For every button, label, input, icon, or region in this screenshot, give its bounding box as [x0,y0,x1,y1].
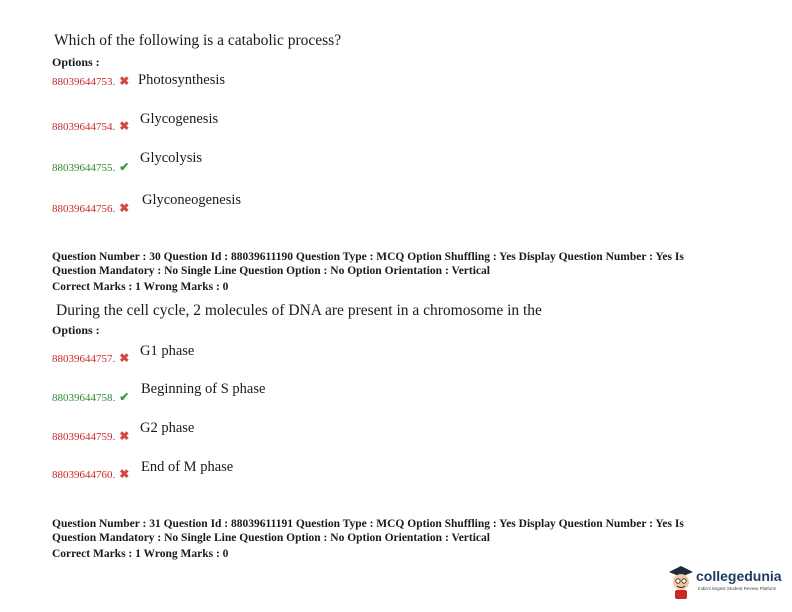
question-text: Which of the following is a catabolic process? [54,32,342,49]
cross-icon: ✖ [119,74,130,88]
option-text: Beginning of S phase [141,381,266,397]
option-row [52,465,129,483]
mascot-icon [666,564,696,600]
question-meta-line: Question Mandatory : No Single Line Question Option : No Option Orientation : Vertical [52,531,490,544]
question-text: During the cell cycle, 2 molecules of DNA are present in a chromosome in the [56,302,542,319]
options-label: Options : [52,323,100,337]
option-id: 88039644758. [52,392,116,404]
option-text: End of M phase [141,459,234,475]
marks-info: Correct Marks : 1 Wrong Marks : 0 [52,548,229,560]
logo-tagline: India's largest Student Review Platform [698,586,777,591]
question-meta [52,518,684,562]
cross-icon: ✖ [119,351,130,365]
option-text: Photosynthesis [138,72,226,88]
option-text: G1 phase [140,343,195,359]
check-icon: ✔ [119,390,130,404]
check-icon: ✔ [119,160,130,174]
option-row [52,388,129,406]
option-row [52,158,129,176]
option-row [52,72,129,90]
option-text: Glycogenesis [140,111,219,127]
option-id: 88039644759. [52,431,116,443]
cross-icon: ✖ [119,467,130,481]
option-row [52,199,129,217]
option-id: 88039644760. [52,469,116,481]
cross-icon: ✖ [119,429,130,443]
logo-wordmark: collegedunia [696,568,782,584]
option-id: 88039644753. [52,76,116,88]
question-meta-line: Question Number : 30 Question Id : 88039611190 Question Type : MCQ Option Shuffling : Yes Display Question Number : Yes Is [52,251,684,263]
options-label: Options : [52,55,100,69]
question-meta-line: Question Number : 31 Question Id : 88039611191 Question Type : MCQ Option Shuffling : Yes Display Question Number : Yes Is [52,518,684,530]
option-text: Glyconeogenesis [142,192,242,208]
marks-info: Correct Marks : 1 Wrong Marks : 0 [52,281,229,293]
option-text: G2 phase [140,420,195,436]
collegedunia-logo [666,562,786,602]
option-id: 88039644757. [52,353,116,365]
option-text: Glycolysis [140,150,203,166]
cross-icon: ✖ [119,119,130,133]
option-row [52,117,129,135]
question-meta [52,251,684,295]
option-row [52,427,129,445]
option-id: 88039644754. [52,121,116,133]
question-meta-line: Question Mandatory : No Single Line Question Option : No Option Orientation : Vertical [52,264,490,277]
option-id: 88039644755. [52,162,116,174]
cross-icon: ✖ [119,201,130,215]
option-row [52,349,129,367]
option-id: 88039644756. [52,203,116,215]
